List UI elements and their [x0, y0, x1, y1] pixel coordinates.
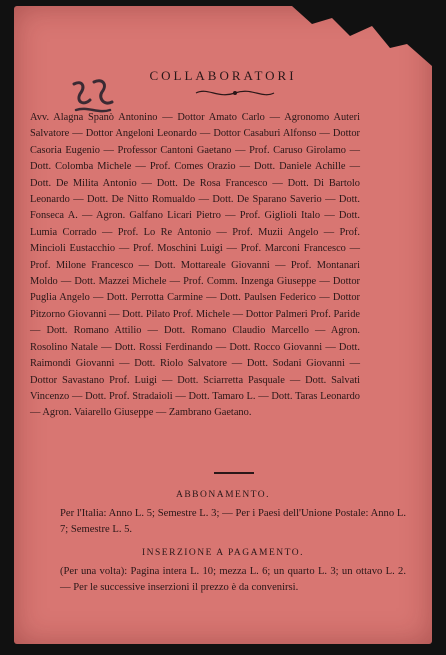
page-title: COLLABORATORI	[149, 68, 297, 83]
document-page	[14, 6, 432, 644]
subscription-heading: ABBONAMENTO.	[175, 490, 271, 500]
ornament-divider	[194, 86, 276, 100]
insertion-heading: INSERZIONE A PAGAMENTO.	[142, 548, 304, 558]
torn-corner	[272, 6, 432, 76]
subscription-text: Per l'Italia: Anno L. 5; Semestre L. 3; — Per i Paesi dell'Unione Postale: Anno L. 7; Semestre L. 5.	[60, 508, 406, 535]
section-rule	[214, 472, 254, 474]
insertion-text: (Per una volta): Pagina intera L. 10; mezza L. 6; un quarto L. 3; un ottavo L. 2. — Per le successive inserzioni il prezzo è da convenirsi.	[60, 566, 406, 593]
collaborators-list	[30, 110, 360, 550]
collaborators-text: Avv. Alagna Spanò Antonino — Dottor Amato Carlo — Agronomo Auteri Salvatore — Dottor Angeloni Leonardo — Dottor Casaburi Alfonso — Dottor Casoria Eugenio — Professor Cantoni Gaetano — Prof. Caruso Girolamo — Dott. Colomba Michele — Prof. Comes Orazio — Dott. Daniele Achille — Dott. De Milita Antonio — Dott. De Rosa Francesco — Dott. Di Bartolo Leonardo — Dott. De Nitto Romualdo — Dott. De Sparano Saverio — Dott. Fonseca A. — Agron. Galfano Licari Pietro — Prof. Giglioli Italo — Dott. Lumia Corrado — Prof. Lo Re Antonio — Prof. Muzii Angelo — Prof. Mincioli Eustacchio — Prof. Moschini Luigi — Prof. Marconi Francesco — Prof. Milone Francesco — Dott. Mottareale Giovanni — Prof. Montanari Moldo — Dott. Mazzei Michele — Prof. Comm. Inzenga Giuseppe — Dottor Puglia Angelo — Dott. Perrotta Carmine — Dott. Paulsen Federico — Dottor Pitzorno Giovanni — Dott. Pilato Prof. Michele — Dottor Palmeri Prof. Paride — Dott. Romano Attilio — Dott. Romano Claudio Marcello — Agron. Rosolino Natale — Dott. Rossi Ferdinando — Dott. Rocco Giovanni — Dott. Raimondi Giovanni — Dott. Riolo Salvatore — Dott. Sodani Giovanni — Dottor Savastano Prof. Luigi — Dott. Sciarretta Pasquale — Dott. Salvati Vincenzo — Dott. Prof. Stradaioli — Dott. Tamaro L. — Dott. Taras Leonardo — Agron. Vaiarello Giuseppe — Zambrano Gaetano.	[30, 112, 360, 419]
